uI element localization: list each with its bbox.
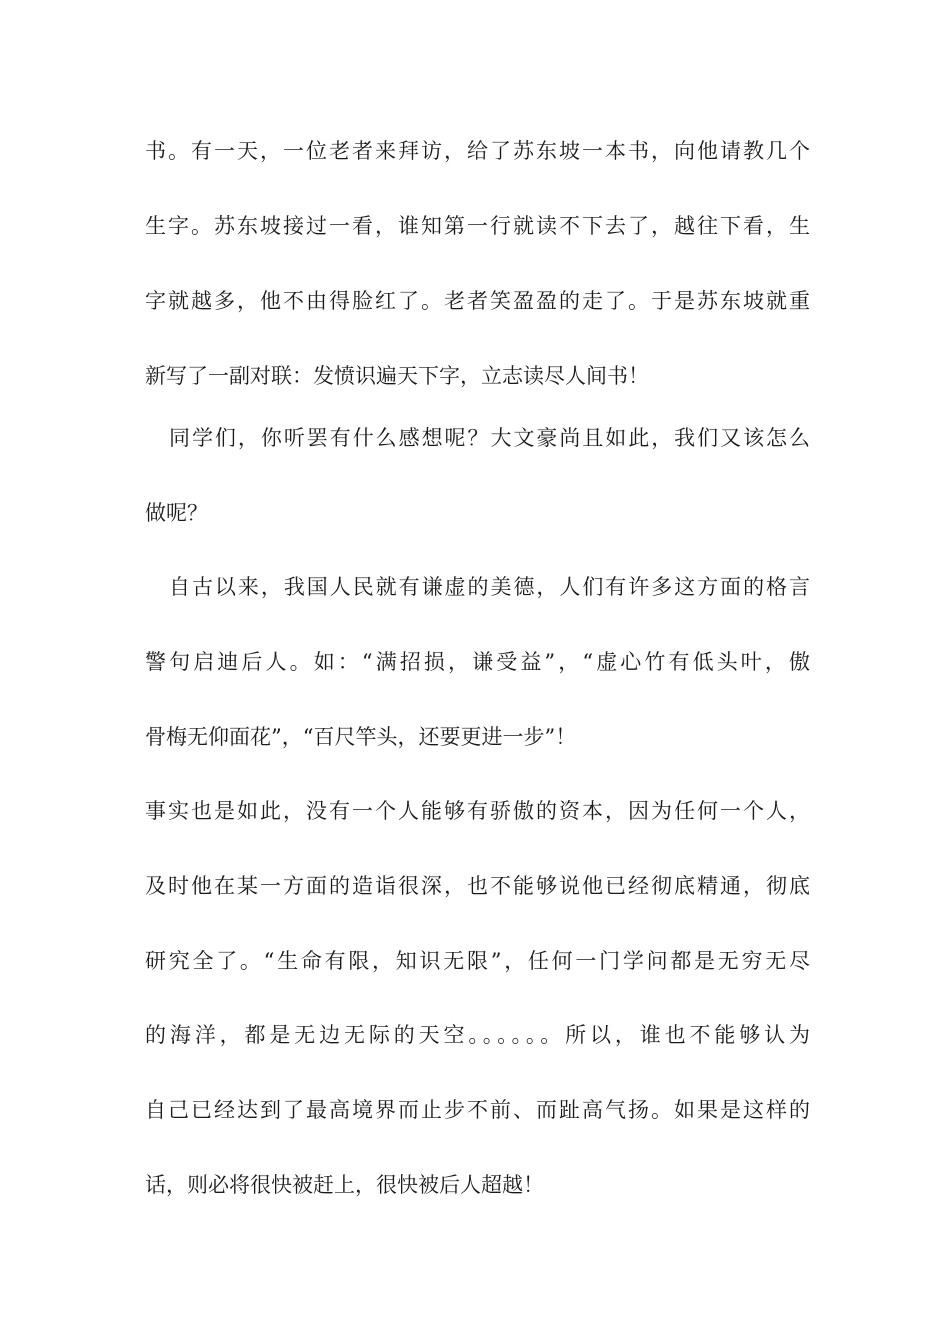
text-line: 话，则必将很快被赶上，很快被后人超越！ [145, 1173, 544, 1197]
text-line: 生字。苏东坡接过一看，谁知第一行就读不下去了，越往下看，生 [145, 214, 810, 238]
text-line: 警句启迪后人。如：“满招损，谦受益”，“虚心竹有低头叶，傲 [145, 650, 810, 674]
text-line: 书。有一天，一位老者来拜访，给了苏东坡一本书，向他请教几个 [145, 139, 810, 163]
text-line: 的海洋，都是无边无际的天空。。。。。。所以，谁也不能够认为 [145, 1023, 810, 1047]
text-line: 新写了一副对联：发愤识遍天下字，立志读尽人间书！ [145, 364, 649, 388]
text-line: 做呢？ [145, 501, 208, 525]
text-line: 字就越多，他不由得脸红了。老者笑盈盈的走了。于是苏东坡就重 [145, 289, 810, 313]
text-line: 骨梅无仰面花”，“百尺竿头，还要更进一步”！ [145, 725, 577, 749]
text-line: 研究全了。“生命有限，知识无限”，任何一门学问都是无穷无尽 [145, 949, 810, 973]
text-line: 自古以来，我国人民就有谦虚的美德，人们有许多这方面的格言 [169, 575, 810, 599]
text-line: 自己已经达到了最高境界而止步不前、而趾高气扬。如果是这样的 [145, 1098, 810, 1122]
text-line: 事实也是如此，没有一个人能够有骄傲的资本，因为任何一个人， [145, 799, 810, 823]
text-line: 同学们，你听罢有什么感想呢？大文豪尚且如此，我们又该怎么 [169, 426, 810, 450]
text-line: 及时他在某一方面的造诣很深，也不能够说他已经彻底精通，彻底 [145, 874, 810, 898]
